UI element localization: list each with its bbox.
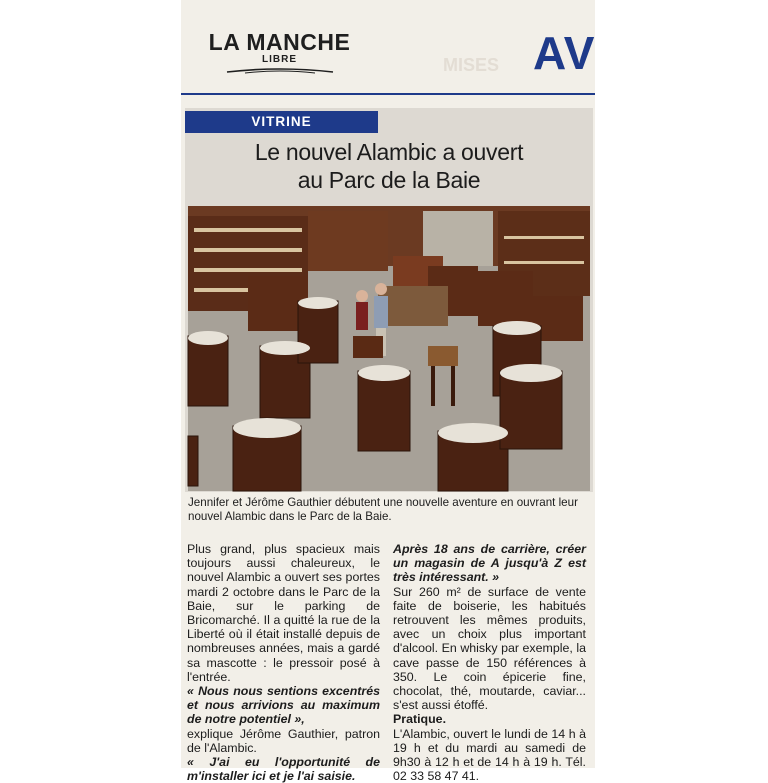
logo-title: LA MANCHE: [208, 29, 351, 55]
newspaper-logo: [207, 30, 352, 75]
practical-info: L'Alambic, ouvert le lundi de 14 h à 19 h et du mardi au samedi de 9h30 à 12 h et de 14 h à 19 h. Tél. 02 33 58 47 41.: [393, 726, 586, 783]
article-column-left: [187, 542, 380, 783]
photo-caption: Jennifer et Jérôme Gauthier débutent une nouvelle aventure en ouvrant leur nouvel Alambic dans le Parc de la Baie.: [188, 496, 578, 523]
body-paragraph: Plus grand, plus spacieux mais toujours aussi chaleureux, le nouvel Alambic a ouvert ses portes mardi 2 octobre dans le Parc de la Baie, sur le parking de Bricomarché. Il a quitté la rue de la Liberté où il était installé depuis de nombreuses années, mais a gardé sa mascotte : le pressoir posé à l'entrée.: [187, 542, 380, 684]
article-headline: [185, 138, 593, 194]
practical-label: Pratique.: [393, 712, 447, 727]
article-column-right: [393, 542, 586, 783]
store-interior-photo: [188, 206, 590, 491]
masthead-rule: [181, 93, 595, 95]
body-paragraph: Sur 260 m² de surface de vente faite de boiserie, les habitués retrouvent les mêmes produits, avec un choix plus important d'alcool. En whisky par exemple, la cave passe de 150 références à 350. Le coin épicerie fine, chocolat, thé, moutarde, caviar... s'est aussi étoffé.: [393, 584, 586, 713]
quote-text: Après 18 ans de carrière, créer un magasin de A jusqu'à Z est très intéressant. »: [393, 542, 586, 585]
quote-attribution: explique Jérôme Gauthier, patron de l'Alambic.: [187, 726, 380, 755]
headline-line-1: Le nouvel Alambic a ouvert: [254, 139, 524, 165]
section-kicker: VITRINE: [185, 111, 378, 133]
logo-subtitle: LIBRE: [262, 54, 297, 65]
newspaper-clipping: [181, 0, 596, 783]
quote-text: « J'ai eu l'opportunité de m'installer ici et je l'ai saisie.: [187, 755, 380, 783]
headline-line-2: au Parc de la Baie: [297, 167, 481, 193]
masthead: [181, 0, 595, 96]
quote-text: « Nous nous sentions excentrés et nous arrivions au maximum de notre potentiel »,: [187, 684, 380, 727]
adjacent-headline-fragment: AV: [533, 27, 596, 79]
logo-swoosh-icon: [225, 67, 335, 75]
ghost-show-through-text: MISES: [443, 55, 500, 75]
